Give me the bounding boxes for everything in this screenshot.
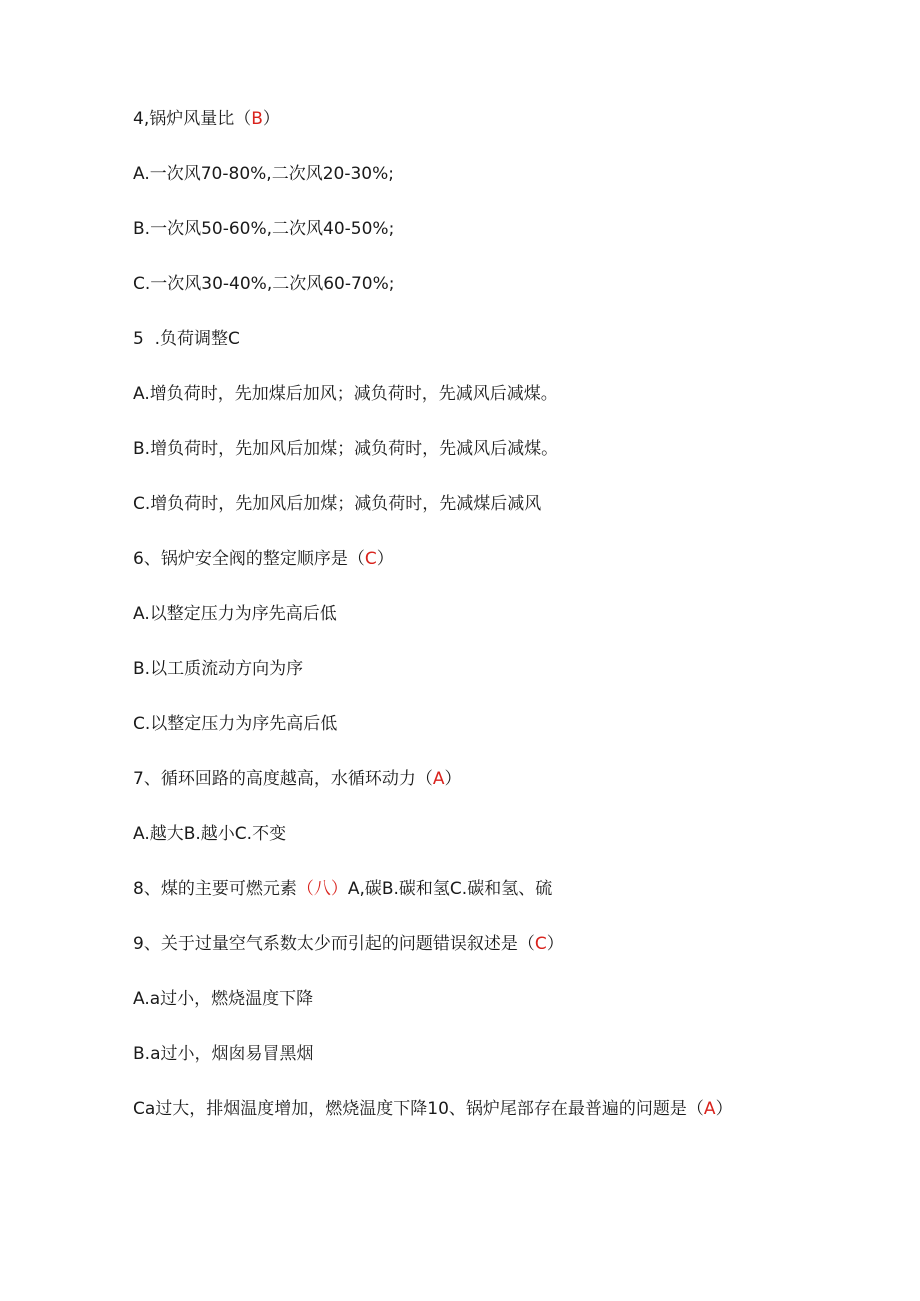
question-10-answer: A <box>703 1099 716 1119</box>
question-9-answer: C <box>534 934 547 954</box>
question-6-option-b <box>133 657 303 681</box>
option-text: A.越大B.越小C.不变 <box>133 824 287 844</box>
question-5-text: 5 .负荷调整C <box>133 329 240 349</box>
option-text: A.一次风70-80%,二次风20-30%; <box>133 164 394 184</box>
option-text: C.一次风30-40%,二次风60-70%; <box>133 274 395 294</box>
question-7-close: ） <box>444 769 462 789</box>
question-6-close: ） <box>376 549 394 569</box>
question-5-option-b <box>133 437 558 461</box>
question-6 <box>133 547 394 571</box>
question-9-option-c-and-question-10 <box>133 1097 733 1121</box>
question-5-option-a <box>133 382 558 406</box>
question-4-option-a <box>133 162 394 186</box>
question-9 <box>133 932 564 956</box>
option-text: B.一次风50-60%,二次风40-50%; <box>133 219 395 239</box>
option-text: C.增负荷时，先加风后加煤；减负荷时，先减煤后减风 <box>133 494 542 514</box>
question-8-text: 8、煤的主要可燃元素 <box>133 879 297 899</box>
option-text: A.a过小，燃烧温度下降 <box>133 989 314 1009</box>
question-7-text: 7、循环回路的高度越高，水循环动力（ <box>133 769 433 789</box>
question-10-close: ） <box>715 1099 733 1119</box>
option-text: A.增负荷时，先加煤后加风；减负荷时，先减风后减煤。 <box>133 384 558 404</box>
question-8-options: A,碳B.碳和氢C.碳和氢、硫 <box>347 879 553 899</box>
question-6-answer: C <box>364 549 377 569</box>
question-9-text: 9、关于过量空气系数太少而引起的问题错误叙述是（ <box>133 934 535 954</box>
question-4-text: 4,锅炉风量比（ <box>133 109 252 129</box>
question-7 <box>133 767 461 791</box>
question-8-answer: （八） <box>296 879 348 899</box>
question-4-option-b <box>133 217 394 241</box>
question-5 <box>133 327 240 351</box>
question-9-option-b <box>133 1042 313 1066</box>
option-text: C.以整定压力为序先高后低 <box>133 714 338 734</box>
question-7-answer: A <box>432 769 445 789</box>
question-4-option-c <box>133 272 395 296</box>
question-6-option-a <box>133 602 337 626</box>
question-7-options <box>133 822 286 846</box>
question-4 <box>133 107 280 131</box>
question-5-option-c <box>133 492 541 516</box>
question-4-answer: B <box>251 109 263 129</box>
option-text: B.以工质流动方向为序 <box>133 659 304 679</box>
question-8 <box>133 877 552 901</box>
option-text: B.增负荷时，先加风后加煤；减负荷时，先减风后减煤。 <box>133 439 559 459</box>
question-4-close: ） <box>262 109 280 129</box>
question-10-text: Ca过大，排烟温度增加，燃烧温度下降10、锅炉尾部存在最普遍的问题是（ <box>133 1099 704 1119</box>
question-9-close: ） <box>546 934 564 954</box>
option-text: A.以整定压力为序先高后低 <box>133 604 337 624</box>
question-9-option-a <box>133 987 313 1011</box>
option-text: B.a过小，烟囱易冒黑烟 <box>133 1044 314 1064</box>
question-6-text: 6、锅炉安全阀的整定顺序是（ <box>133 549 365 569</box>
question-6-option-c <box>133 712 337 736</box>
